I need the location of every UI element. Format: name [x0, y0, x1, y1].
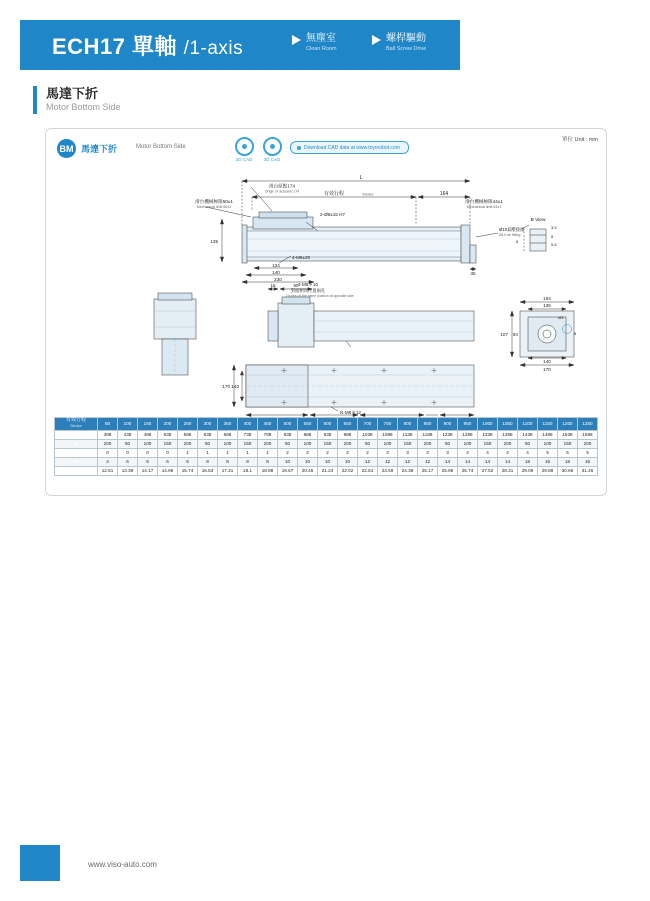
row-label: KG [55, 466, 98, 475]
dim-8b: 8 [574, 331, 577, 336]
col-header: 450 [258, 418, 278, 431]
dim-140c: 140 [543, 359, 551, 364]
cell: 18.1 [238, 466, 258, 475]
cell: 1188 [418, 430, 438, 439]
cell: 1538 [558, 430, 578, 439]
cell: 8 [198, 457, 218, 466]
col-header: 800 [398, 418, 418, 431]
table-header-stroke [55, 418, 98, 431]
dim-2x-d8h7: 2-Ø8±15 H7 [320, 212, 345, 217]
cell: 12 [358, 457, 378, 466]
dim-140: 140 [272, 270, 280, 275]
download-cad-label: Download CAD data at www.toyorobot.com [304, 144, 400, 151]
cell: 19.67 [278, 466, 298, 475]
dim-94: 94 [512, 332, 518, 337]
cell: 16 [538, 457, 558, 466]
cell: 150 [478, 439, 498, 448]
cell: 1438 [518, 430, 538, 439]
cell: 6 [178, 457, 198, 466]
mech-limit-left-cn: 滑台機械極限50±1 [195, 199, 233, 204]
disc-icon [235, 137, 254, 156]
panel-title-en: Motor Bottom Side [136, 144, 186, 150]
cell: 100 [538, 439, 558, 448]
cell: 20.45 [298, 466, 318, 475]
cell: 150 [318, 439, 338, 448]
cell: 22.81 [358, 466, 378, 475]
cell: 1338 [478, 430, 498, 439]
col-header: 950 [458, 418, 478, 431]
dim-170: 170 [222, 384, 230, 389]
cell: 29.88 [538, 466, 558, 475]
feature-clean-room-cn: 無塵室 [306, 33, 336, 44]
cell: 8 [258, 457, 278, 466]
cell: 200 [258, 439, 278, 448]
dim-n-m8x12: N-M8＊12 [340, 410, 361, 415]
dim-230: 230 [274, 277, 282, 282]
cell: 17.31 [218, 466, 238, 475]
dim-124: 124 [272, 263, 280, 268]
cell: 1138 [398, 430, 418, 439]
bm-badge: BM [57, 139, 76, 158]
cell: 100 [298, 439, 318, 448]
cell: 10 [298, 457, 318, 466]
col-header: 1050 [498, 418, 518, 431]
drawing-panel [45, 128, 607, 496]
footer-url: www.viso-auto.com [88, 860, 157, 869]
cell: 30.66 [558, 466, 578, 475]
table-header-stroke-en: Stroke [70, 422, 82, 428]
mech-limit-right-cn: 滑台機械極限44±1 [465, 199, 503, 204]
cell: 1 [178, 448, 198, 457]
table-row [55, 448, 598, 457]
cell: 1238 [438, 430, 458, 439]
cell: 838 [278, 430, 298, 439]
feature-ball-screw [372, 33, 426, 52]
cell: 388 [98, 430, 118, 439]
cell: 1038 [358, 430, 378, 439]
col-header: 1200 [558, 418, 578, 431]
cell: 888 [298, 430, 318, 439]
row-label: M [55, 448, 98, 457]
col-header: 1000 [478, 418, 498, 431]
cell: 24.38 [398, 466, 418, 475]
cell: 488 [138, 430, 158, 439]
cell: 50 [438, 439, 458, 448]
mech-limit-left-en: Mechanical limit:50±1 [196, 205, 232, 209]
cell: 688 [218, 430, 238, 439]
col-header: 350 [218, 418, 238, 431]
dim-135: 135 [210, 239, 218, 244]
cell: 31.45 [578, 466, 598, 475]
cell: 0 [118, 448, 138, 457]
cell: 1 [258, 448, 278, 457]
dim-3-5: 3.5 [551, 225, 557, 230]
col-header: 1150 [538, 418, 558, 431]
cell: 3 [378, 448, 398, 457]
unit-label: 單位 Unit : mm [561, 137, 598, 143]
cell: 5 [558, 448, 578, 457]
col-header: 50 [98, 418, 118, 431]
page-title-sub: /1-axis [183, 38, 244, 59]
triangle-icon [372, 35, 381, 45]
col-header: 550 [298, 418, 318, 431]
cell: 538 [158, 430, 178, 439]
dim-4-m8x20: 4-M8±20 [292, 255, 311, 260]
cad-3d-label: 3D CAD [263, 157, 281, 162]
dim-50: 50 [293, 283, 299, 288]
b-view-label: B View [530, 218, 546, 223]
cell: 14.17 [138, 466, 158, 475]
section-title-cn: 馬達下折 [46, 86, 99, 101]
dim-164: 164 [439, 191, 449, 197]
cell: 25.17 [418, 466, 438, 475]
cell: 4 [458, 448, 478, 457]
cell: 150 [238, 439, 258, 448]
col-header: 750 [378, 418, 398, 431]
cell: 200 [178, 439, 198, 448]
table-row [55, 439, 598, 448]
cell: 25.95 [438, 466, 458, 475]
cell: 10 [318, 457, 338, 466]
col-header: 1100 [518, 418, 538, 431]
cell: 0 [138, 448, 158, 457]
cell: 4 [518, 448, 538, 457]
cell: 3 [438, 448, 458, 457]
cell: 988 [338, 430, 358, 439]
cell: 21.24 [318, 466, 338, 475]
cell: 0 [98, 448, 118, 457]
dim-15: 15 [270, 283, 276, 288]
cell: 1388 [498, 430, 518, 439]
col-header: 600 [318, 418, 338, 431]
cell: 1288 [458, 430, 478, 439]
cell: 200 [498, 439, 518, 448]
cell: 3 [398, 448, 418, 457]
feature-clean-room [292, 33, 337, 52]
cell: 10 [338, 457, 358, 466]
cell: 27.52 [478, 466, 498, 475]
cell: 1088 [378, 430, 398, 439]
cell: 2 [338, 448, 358, 457]
cell: 23.59 [378, 466, 398, 475]
row-label: N [55, 457, 98, 466]
cell: 100 [218, 439, 238, 448]
dim-140b: 140 [231, 384, 239, 389]
cell: 28.31 [498, 466, 518, 475]
spec-table-element [54, 417, 598, 476]
feature-ball-screw-cn: 螺桿驅動 [386, 33, 426, 44]
dim-stroke-en: Stroke [362, 191, 374, 197]
cell: 200 [338, 439, 358, 448]
cell: 4 [498, 448, 518, 457]
page-title [52, 30, 243, 61]
cell: 16 [518, 457, 538, 466]
cell: 29.09 [518, 466, 538, 475]
cell: 1 [238, 448, 258, 457]
table-row [55, 457, 598, 466]
cell: 788 [258, 430, 278, 439]
cell: 26.74 [458, 466, 478, 475]
cell: 100 [378, 439, 398, 448]
cad-2d-label: 2D CAD [235, 157, 253, 162]
cell: 13.39 [118, 466, 138, 475]
cell: 50 [358, 439, 378, 448]
feature-clean-room-en: Clean Room [306, 45, 337, 52]
two-holes-cn: 對面相同位置兩孔 [290, 288, 326, 293]
cell: 200 [418, 439, 438, 448]
cell: 8 [238, 457, 258, 466]
cell: 18.88 [258, 466, 278, 475]
cell: 12 [378, 457, 398, 466]
col-header: 850 [418, 418, 438, 431]
dim-stroke-cn: 有效行程 [323, 191, 345, 197]
disc-icon [263, 137, 282, 156]
col-header: 150 [138, 418, 158, 431]
origin-en: Origin of actuator:174 [264, 189, 300, 194]
download-icon [297, 146, 301, 150]
col-header: 650 [338, 418, 358, 431]
cell: 6 [118, 457, 138, 466]
cell: 12 [418, 457, 438, 466]
col-header: 1250 [578, 418, 598, 431]
footer-accent-block [20, 845, 60, 881]
cell: 8 [218, 457, 238, 466]
section-title-en: Motor Bottom Side [46, 102, 121, 113]
download-cad-button[interactable] [290, 141, 409, 154]
cell: 100 [458, 439, 478, 448]
cell: 5 [578, 448, 598, 457]
cell: 6 [158, 457, 178, 466]
cell: 16 [558, 457, 578, 466]
col-header: 100 [118, 418, 138, 431]
cell: 50 [278, 439, 298, 448]
col-header: 700 [358, 418, 378, 431]
dim-154: 154 [543, 296, 551, 301]
cell: 588 [178, 430, 198, 439]
cell: 15.74 [178, 466, 198, 475]
cell: 438 [118, 430, 138, 439]
dim-L: L [359, 175, 363, 181]
two-holes-en: 2 holes on the same position at opposite side. [285, 294, 355, 298]
cell: 2 [358, 448, 378, 457]
cell: 50 [118, 439, 138, 448]
cell: 14 [458, 457, 478, 466]
col-header: 500 [278, 418, 298, 431]
cell: 12 [398, 457, 418, 466]
origin-cn: 滑台原點174 [268, 183, 296, 189]
cell: 150 [398, 439, 418, 448]
col-header: 200 [158, 418, 178, 431]
cell: 2 [298, 448, 318, 457]
dim-136: 136 [543, 303, 551, 308]
cell: 938 [318, 430, 338, 439]
cell: 2 [318, 448, 338, 457]
cell: 14 [438, 457, 458, 466]
row-label: L [55, 430, 98, 439]
cell: 3 [418, 448, 438, 457]
col-header: 250 [178, 418, 198, 431]
cell: 738 [238, 430, 258, 439]
dim-d3: Ø3 [558, 315, 564, 320]
air-fitting-cn: Ø10氣壓接頭 [499, 227, 525, 232]
dim-6: 6 [516, 239, 519, 244]
page-title-main: ECH17 單軸 [52, 34, 178, 59]
table-row [55, 430, 598, 439]
cell: 0 [158, 448, 178, 457]
technical-drawing [46, 159, 606, 439]
mech-limit-right-en: Mechanical limit:44±1 [466, 205, 502, 209]
cell: 200 [98, 439, 118, 448]
cell: 50 [518, 439, 538, 448]
col-header: 400 [238, 418, 258, 431]
cell: 5 [538, 448, 558, 457]
dim-5-5: 5.5 [551, 242, 557, 247]
cell: 638 [198, 430, 218, 439]
cell: 200 [578, 439, 598, 448]
cell: 1 [198, 448, 218, 457]
cell: 6 [138, 457, 158, 466]
section-title [33, 86, 121, 114]
cell: 50 [198, 439, 218, 448]
dim-35: 35 [470, 271, 476, 276]
table-header-stroke-cn: 有效行程 [65, 417, 86, 423]
panel-title-cn: 馬達下折 [81, 144, 118, 154]
dim-8: 8 [551, 234, 554, 239]
cell: 2 [278, 448, 298, 457]
table-header-row [55, 418, 598, 431]
cell: 1 [218, 448, 238, 457]
cell: 22.02 [338, 466, 358, 475]
cell: 100 [138, 439, 158, 448]
row-label: A [55, 439, 98, 448]
cell: 1488 [538, 430, 558, 439]
cell: 4 [478, 448, 498, 457]
cell: 16 [578, 457, 598, 466]
cell: 150 [558, 439, 578, 448]
cell: 150 [158, 439, 178, 448]
cell: 1588 [578, 430, 598, 439]
spec-table [54, 417, 598, 476]
cell: 14 [478, 457, 498, 466]
dim-4-m5x10: 4-M5＊10 [297, 282, 319, 287]
cell: 14 [498, 457, 518, 466]
col-header: 300 [198, 418, 218, 431]
triangle-icon [292, 35, 301, 45]
feature-ball-screw-en: Ball Screw Drive [386, 45, 427, 52]
table-row [55, 466, 598, 475]
dim-170b: 170 [543, 367, 551, 372]
cell: 14.96 [158, 466, 178, 475]
col-header: 900 [438, 418, 458, 431]
cell: 16.53 [198, 466, 218, 475]
cell: 12.61 [98, 466, 118, 475]
air-fitting-en: Ø10 air fitting. [499, 233, 522, 237]
cell: 10 [278, 457, 298, 466]
dim-107: 107 [500, 332, 508, 337]
cell: 4 [98, 457, 118, 466]
